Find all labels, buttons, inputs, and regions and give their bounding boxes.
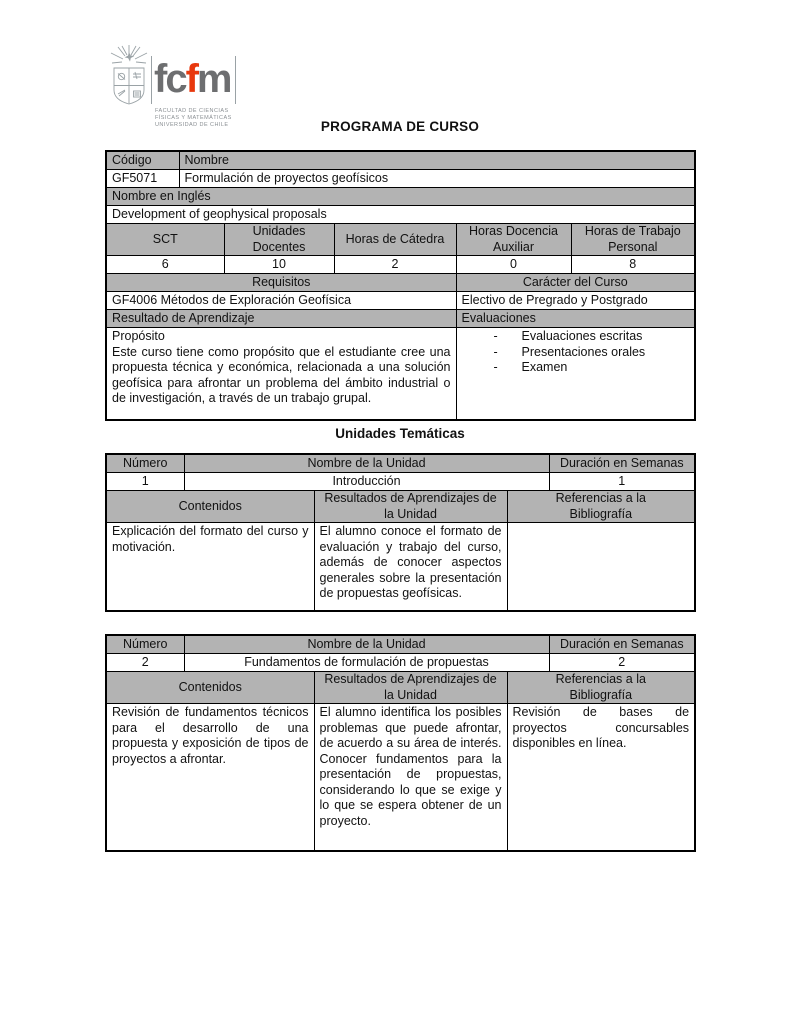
dash-bullet: - [493,329,498,343]
contenidos-header-cell: Contenidos [106,672,314,704]
unit-nombre-cell: Introducción [184,473,549,491]
unit-numero-cell: 2 [106,654,184,672]
table-row [106,704,695,852]
caracter-header-cell: Carácter del Curso [456,274,695,292]
table-row [106,454,695,473]
contenidos-header-cell: Contenidos [106,491,314,523]
nombre-ingles-header-cell: Nombre en Inglés [106,188,695,206]
table-row [106,523,695,612]
horas-docencia-value-cell: 0 [456,256,571,274]
table-row [106,292,695,310]
table-row [106,635,695,654]
proposito-text: Este curso tiene como propósito que el estudiante cree una propuesta técnica y económica, relacionada a una solución geofísica para afrontar un problema del ámbito industrial o de investigación, a través de un trabajo grupal. [112,344,451,405]
nombre-unidad-header-cell: Nombre de la Unidad [184,635,549,654]
table-row [106,328,695,421]
unit-table-2 [105,634,696,852]
proposito-cell [106,328,456,421]
course-info-table [105,150,696,421]
horas-catedra-value-cell: 2 [334,256,456,274]
logo-divider-left [151,56,152,104]
table-row [106,672,695,704]
section-title: Unidades Temáticas [335,426,465,441]
fcfm-gray-2: m [196,57,231,101]
horas-docencia-header-cell: Horas Docencia Auxiliar [456,224,571,256]
table-row [106,224,695,256]
dash-bullet: - [493,360,498,374]
table-row [106,491,695,523]
eval-item-text: Evaluaciones escritas [521,329,643,343]
duracion-header-cell: Duración en Semanas [549,454,695,473]
resultados-header-cell: Resultados de Aprendizajes de la Unidad [314,672,507,704]
unit-contenidos-cell: Explicación del formato del curso y motivación. [106,523,314,612]
eval-item-text: Examen [521,360,568,374]
unidades-docentes-header-cell: Unidades Docentes [224,224,334,256]
table-row [106,206,695,224]
nombre-header-cell: Nombre [179,151,695,170]
nombre-unidad-header-cell: Nombre de la Unidad [184,454,549,473]
proposito-title: Propósito [112,329,165,343]
codigo-value-cell: GF5071 [106,170,179,188]
table-row [106,256,695,274]
referencias-header-text: Referencias a la Bibliografía [555,672,646,702]
list-item [462,329,690,345]
unit-resultados-cell: El alumno identifica los posibles problemas que puede afrontar, de acuerdo a su área de interés. Conocer fundamentos para la presentación de propuestas, considerando lo que se exige y lo que se espera obtener de un proyecto. [314,704,507,852]
list-item [462,345,690,361]
referencias-header-cell [507,672,695,704]
table-row [106,274,695,292]
horas-trabajo-header-cell: Horas de Trabajo Personal [571,224,695,256]
resultado-header-cell: Resultado de Aprendizaje [106,310,456,328]
unit-duracion-cell: 2 [549,654,695,672]
logo-divider-right [235,56,236,104]
numero-header-cell: Número [106,454,184,473]
unit-contenidos-cell: Revisión de fundamentos técnicos para el desarrollo de una propuesta y exposición de tipos de proyectos a afrontar. [106,704,314,852]
logo-caption-line: UNIVERSIDAD DE CHILE [155,121,229,128]
table-row [106,654,695,672]
unit-resultados-cell: El alumno conoce el formato de evaluación y trabajo del curso, además de conocer aspectos generales sobre la presentación de propuestas geofísicas. [314,523,507,612]
eval-item-text: Presentaciones orales [521,344,646,359]
unit-referencias-cell: Revisión de bases de proyectos concursables disponibles en línea. [507,704,695,852]
codigo-header-cell: Código [106,151,179,170]
requisitos-header-cell: Requisitos [106,274,456,292]
dash-bullet: - [493,344,498,359]
list-item [462,360,690,376]
sct-header-cell: SCT [106,224,224,256]
unidades-docentes-value-cell: 10 [224,256,334,274]
caracter-value-cell: Electivo de Pregrado y Postgrado [456,292,695,310]
nombre-value-cell: Formulación de proyectos geofísicos [179,170,695,188]
university-crest-icon [107,44,151,106]
logo-caption-line: FACULTAD DE CIENCIAS [155,108,229,114]
sct-value-cell: 6 [106,256,224,274]
horas-trabajo-value-cell: 8 [571,256,695,274]
unit-duracion-cell: 1 [549,473,695,491]
numero-header-cell: Número [106,635,184,654]
referencias-header-cell [507,491,695,523]
unit-table-1 [105,453,696,612]
nombre-ingles-value-cell: Development of geophysical proposals [106,206,695,224]
fcfm-wordmark [154,57,230,101]
duracion-header-cell: Duración en Semanas [549,635,695,654]
table-row [106,473,695,491]
unit-referencias-cell [507,523,695,612]
requisitos-value-cell: GF4006 Métodos de Exploración Geofísica [106,292,456,310]
resultados-header-cell: Resultados de Aprendizajes de la Unidad [314,491,507,523]
fcfm-red: f [185,57,197,101]
table-row [106,310,695,328]
table-row [106,151,695,170]
logo-caption-line: FÍSICAS Y MATEMÁTICAS [155,114,232,121]
evaluaciones-list-cell [456,328,695,421]
horas-catedra-header-cell: Horas de Cátedra [334,224,456,256]
unit-numero-cell: 1 [106,473,184,491]
page-title: PROGRAMA DE CURSO [320,119,480,134]
table-row [106,188,695,206]
evaluaciones-header-cell: Evaluaciones [456,310,695,328]
unit-nombre-cell: Fundamentos de formulación de propuestas [184,654,549,672]
table-row [106,170,695,188]
fcfm-gray-1: fc [154,57,186,101]
referencias-header-text: Referencias a la Bibliografía [555,491,646,521]
